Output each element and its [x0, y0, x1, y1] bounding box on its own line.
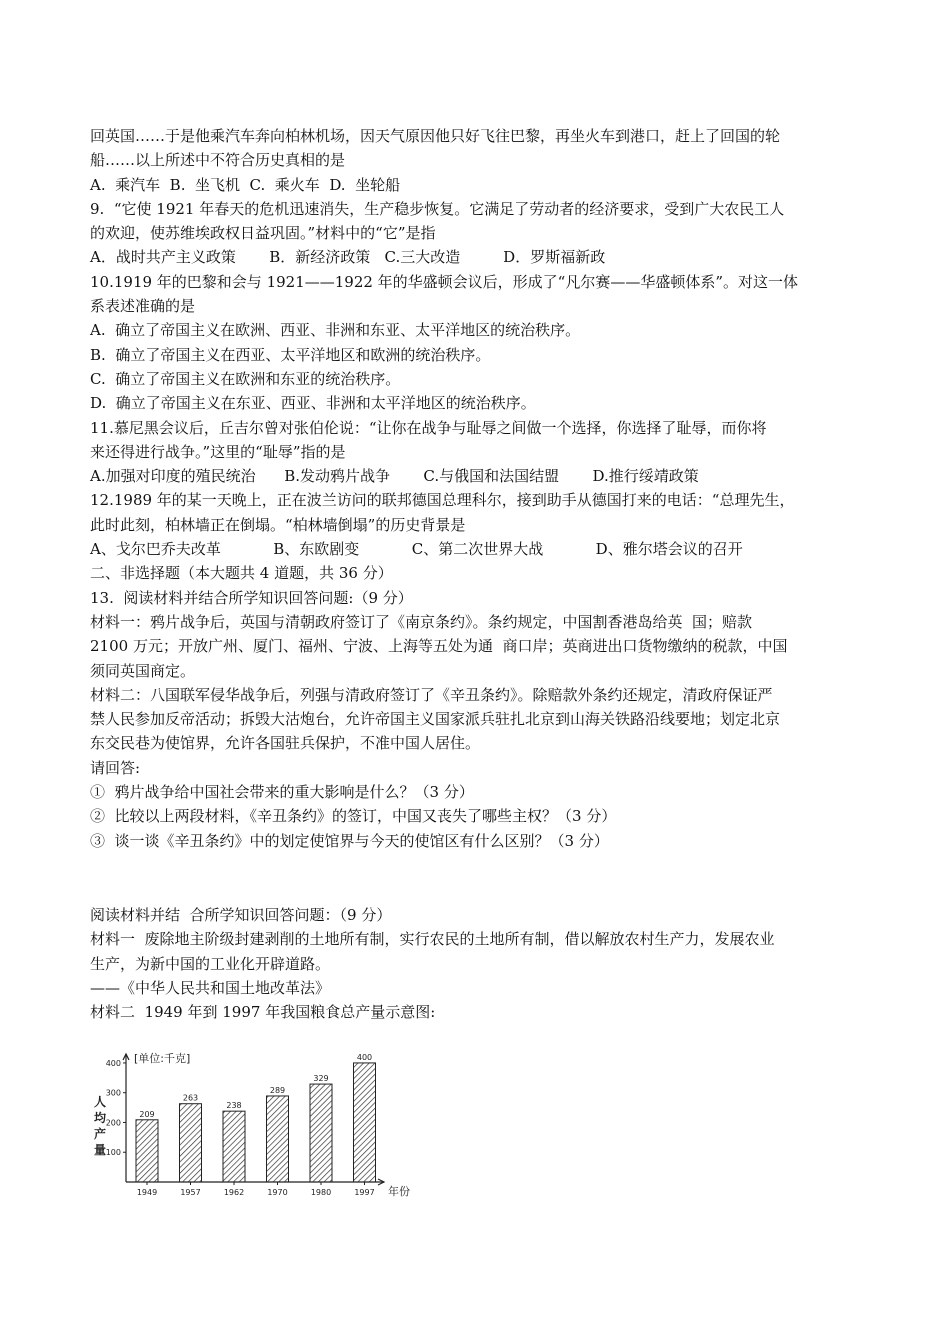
- top-section: [90, 124, 880, 853]
- text-line: 系表述准确的是: [90, 297, 196, 316]
- bar: [267, 1096, 289, 1182]
- data-label: 329: [313, 1074, 329, 1084]
- y-axis-label-char: 均: [94, 1111, 107, 1125]
- x-tick-label: 1997: [354, 1188, 375, 1197]
- text-line: 东交民巷为使馆界，允许各国驻兵保护，不准中国人居住。: [90, 734, 481, 753]
- text-line: ① 鸦片战争给中国社会带来的重大影响是什么？（3 分）: [90, 783, 474, 802]
- x-axis-label: 年份: [388, 1185, 410, 1198]
- text-line: 阅读材料并结 合所学知识回答问题：（9 分）: [90, 905, 392, 924]
- text-line: D. 确立了帝国主义在东亚、西亚、非洲和太平洋地区的统治秩序。: [90, 394, 536, 413]
- x-tick-label: 1980: [310, 1188, 332, 1197]
- text-line: 2100 万元；开放广州、厦门、福州、宁波、上海等五处为通 商口岸；英商进出口货物缴纳的税款，中国: [90, 637, 788, 656]
- text-line: 材料二 1949 年到 1997 年我国粮食总产量示意图:: [90, 1003, 436, 1022]
- data-label: 263: [182, 1093, 199, 1103]
- data-label: 289: [269, 1085, 286, 1095]
- bar: [136, 1120, 158, 1182]
- data-label: 400: [356, 1052, 373, 1062]
- y-tick-label: 400: [105, 1058, 121, 1068]
- text-line: 船……以上所述中不符合历史真相的是: [90, 151, 346, 170]
- text-line: ③ 谈一谈《辛丑条约》中的划定使馆界与今天的使馆区有什么区别？（3 分）: [90, 831, 609, 850]
- unit-label: [单位:千克]: [134, 1052, 191, 1065]
- text-line: 材料二：八国联军侵华战争后，列强与清政府签订了《辛丑条约》。除赔款外条约还规定，清政府保证严: [90, 685, 773, 704]
- x-tick-label: 1949: [136, 1188, 158, 1197]
- text-line: 的欢迎，使苏维埃政权日益巩固。”材料中的“它”是指: [90, 224, 436, 243]
- bar: [354, 1063, 376, 1182]
- x-tick-label: 1970: [267, 1188, 288, 1197]
- data-label: 238: [226, 1101, 242, 1111]
- y-axis-label-char: 产: [94, 1127, 107, 1141]
- y-tick-label: 300: [105, 1088, 121, 1098]
- y-axis-label-char: 量: [94, 1143, 107, 1157]
- text-line: A. 确立了帝国主义在欧洲、西亚、非洲和东亚、太平洋地区的统治秩序。: [90, 321, 581, 340]
- text-line: ② 比较以上两段材料，《辛丑条约》的签订，中国又丧失了哪些主权？（3 分）: [90, 807, 617, 826]
- bar-chart-svg: [86, 1046, 416, 1206]
- x-tick-label: 1957: [180, 1188, 201, 1197]
- text-line: A．战时共产主义政策 B．新经济政策 C.三大改造 D．罗斯福新政: [90, 248, 606, 267]
- text-line: 此时此刻，柏林墙正在倒塌。“柏林墙倒塌”的历史背景是: [90, 515, 466, 534]
- bar: [223, 1111, 245, 1182]
- grain-output-chart: [86, 1046, 416, 1206]
- text-line: 来还得进行战争。”这里的“耻辱”指的是: [90, 442, 346, 461]
- question-text: [90, 124, 880, 1024]
- y-axis-label-char: 人: [94, 1095, 107, 1109]
- data-label: 209: [139, 1109, 155, 1119]
- text-line: A. 乘汽车 B. 坐飞机 C. 乘火车 D. 坐轮船: [90, 175, 401, 194]
- text-line: 材料一 废除地主阶级封建剥削的土地所有制，实行农民的土地所有制，借以解放农村生产力，发展农业: [90, 930, 775, 949]
- text-line: B. 确立了帝国主义在西亚、太平洋地区和欧洲的统治秩序。: [90, 345, 491, 364]
- text-line: ——《中华人民共和国土地改革法》: [90, 978, 331, 997]
- text-line: 10.1919 年的巴黎和会与 1921——1922 年的华盛顿会议后，形成了“凡尔赛——华盛顿体系”。对这一体: [90, 272, 799, 291]
- y-tick-label: 200: [105, 1118, 121, 1128]
- text-line: 禁人民参加反帝活动；拆毁大沽炮台，允许帝国主义国家派兵驻扎北京到山海关铁路沿线要地；划定北京: [90, 710, 781, 729]
- text-line: 请回答:: [90, 758, 141, 777]
- text-line: A、戈尔巴乔夫改革 B、东欧剧变 C、第二次世界大战 D、雅尔塔会议的召开: [90, 540, 743, 559]
- bottom-section: [90, 903, 880, 1024]
- text-line: 13. 阅读材料并结合所学知识回答问题:（9 分）: [90, 588, 413, 607]
- text-line: 生产，为新中国的工业化开辟道路。: [90, 954, 331, 973]
- text-line: C. 确立了帝国主义在欧洲和东亚的统治秩序。: [90, 369, 401, 388]
- text-line: 材料一：鸦片战争后，英国与清朝政府签订了《南京条约》。条约规定，中国割香港岛给英 国；赔款: [90, 612, 753, 631]
- text-line: 二、非选择题（本大题共 4 道题，共 36 分）: [90, 564, 393, 583]
- bar: [310, 1084, 332, 1182]
- text-line: 12.1989 年的某一天晚上，正在波兰访问的联邦德国总理科尔，接到助手从德国打来的电话：“总理先生，: [90, 491, 795, 510]
- text-line: 11.慕尼黑会议后，丘吉尔曾对张伯伦说：“让你在战争与耻辱之间做一个选择，你选择了耻辱，而你将: [90, 418, 767, 437]
- x-tick-label: 1962: [223, 1188, 245, 1197]
- text-line: A.加强对印度的殖民统治 B.发动鸦片战争 C.与俄国和法国结盟 D.推行绥靖政策: [90, 467, 699, 486]
- section-gap: [90, 853, 880, 903]
- bar: [180, 1104, 202, 1182]
- text-line: 9. “它使 1921 年春天的危机迅速消失，生产稳步恢复。它满足了劳动者的经济要求，受到广大农民工人: [90, 199, 785, 218]
- y-tick-label: 100: [105, 1148, 121, 1158]
- text-line: 须同英国商定。: [90, 661, 196, 680]
- text-line: 回英国……于是他乘汽车奔向柏林机场，因天气原因他只好飞往巴黎，再坐火车到港口，赶上了回国的轮: [90, 127, 781, 145]
